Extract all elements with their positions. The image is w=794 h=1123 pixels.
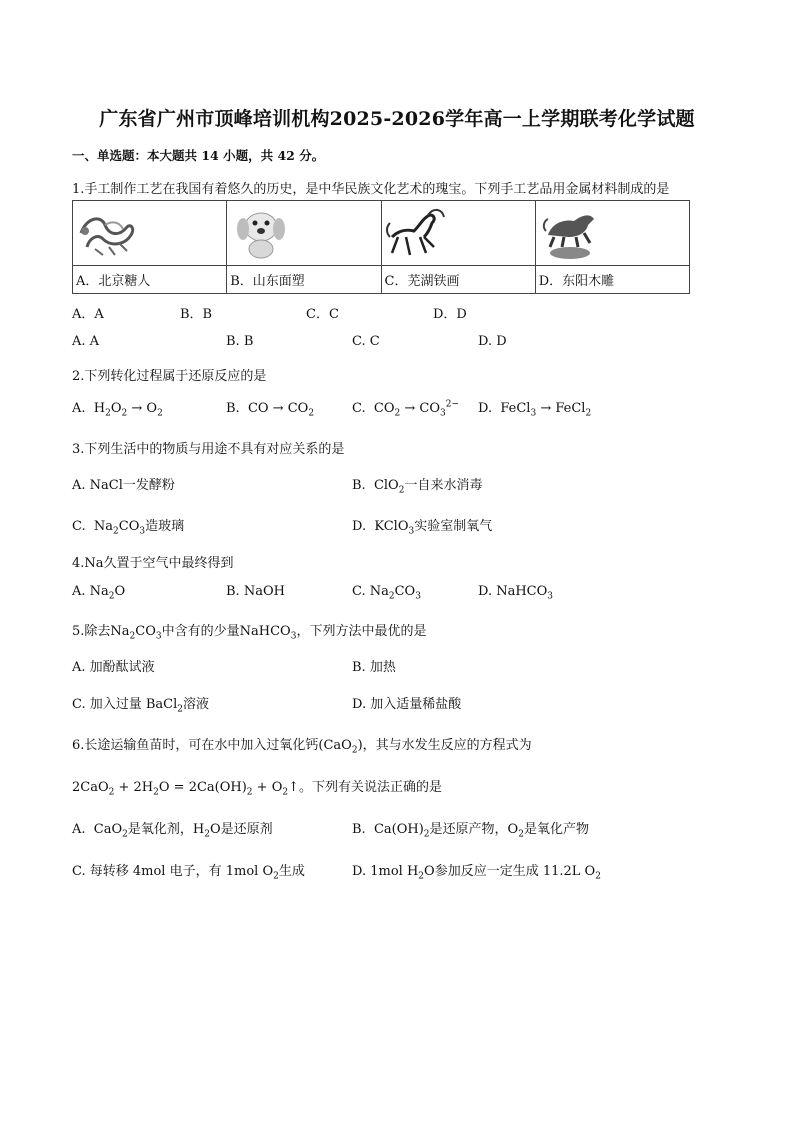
q2-option-c[interactable]: C. $CO_2 \to CO_3^{2-}$ [352,399,460,419]
q6-stem: 6.长途运输鱼苗时，可在水中加入过氧化钙(CaO$_2$)，其与水发生反应的方程式为 [72,738,532,756]
q6-equation-tail: 。下列有关说法正确的是 [299,780,443,795]
q1-crafts-table [72,200,690,294]
q6-option-a-tail: 是还原剂 [220,822,273,837]
q5-option-c[interactable]: C. 加入过量 BaCl$_2$溶液 [72,697,210,715]
q3-option-b[interactable]: B. ClO$_2$一自来水消毒 [352,478,483,496]
q1-option-c[interactable]: C．C [306,307,339,322]
q1-cell-b: B．山东面塑 [227,266,381,294]
q5-stem-part-2: 中含有的少量 [161,624,240,639]
q1-option-b[interactable]: B．B [180,307,213,322]
q6-option-c-head: C. 每转移 4mol 电子，有 1mol [72,864,259,879]
q1-option-d-alt[interactable]: D. D [478,334,507,349]
q1-cell-a-image [73,201,227,266]
q6-option-b[interactable]: B. $Ca(OH)_2$是还原产物，$O_2$是氧化产物 [352,822,589,840]
dragon-sugar-image [75,203,139,261]
q5-stem-part-1: 5.除去 [72,624,111,639]
q6-option-d-head: D. 1mol [352,864,403,879]
wood-carving-image [538,203,602,261]
q1-cell-c-image [381,201,535,266]
q6-option-a-mid: 是氧化剂， [127,822,193,837]
q2-stem: 2.下列转化过程属于还原反应的是 [72,369,267,384]
q1-cell-b-image [227,201,381,266]
q3-stem: 3.下列生活中的物质与用途不具有对应关系的是 [72,442,345,457]
q1-stem: 1.手工制作工艺在我国有着悠久的历史，是中华民族文化艺术的瑰宝。下列手工艺品用金属材料制成的是 [72,182,670,197]
q1-option-d[interactable]: D．D [433,307,467,322]
q1-option-a[interactable]: A．A [72,307,104,322]
q3-option-b-text: 一自来水消毒 [404,478,483,493]
q5-option-d[interactable]: D. 加入适量稀盐酸 [352,697,462,712]
q2-option-a[interactable]: A. $H_2O_2 \to O_2$ [72,401,163,419]
q3-option-d[interactable]: D. KClO$_3$实验室制氧气 [352,519,493,537]
q5-option-c-head: C. 加入过量 [72,697,142,712]
q5-option-a[interactable]: A. 加酚酞试液 [72,660,155,675]
q4-option-c[interactable]: C. $Na_2CO_3$ [352,584,421,602]
q5-option-b[interactable]: B. 加热 [352,660,396,675]
q1-option-b-alt[interactable]: B. B [226,334,254,349]
q1-option-a-alt[interactable]: A. A [72,334,100,349]
q1-cell-d-image [535,201,689,266]
q1-cell-a: A．北京糖人 [73,266,227,294]
q6-option-c-tail: 生成 [278,864,305,879]
q3-option-c-text: 造玻璃 [145,519,185,534]
q1-cell-d: D．东阳木雕 [535,266,689,294]
q3-option-a-text: 一发酵粉 [122,478,175,493]
q1-option-c-alt[interactable]: C. C [352,334,380,349]
q6-equation: $2CaO_2 + 2H_2O = 2Ca(OH)_2$ + $O_2↑$。下列有关说法正确的是 [72,780,443,798]
q5-stem-part-3: ，下列方法中最优的是 [296,624,427,639]
q6-option-b-tail: 是氧化产物 [523,822,589,837]
q2-option-b[interactable]: B. CO → $CO_2$ [226,401,315,419]
q4-option-d[interactable]: D. NaHCO$_3$ [478,584,554,602]
q6-option-c[interactable]: C. 每转移 4mol 电子，有 1mol $O_2$生成 [72,864,305,882]
page-title: 广东省广州市顶峰培训机构2025-2026学年高一上学期联考化学试题 [99,108,695,130]
q2-option-d[interactable]: D. FeCl$_3$ → FeCl$_2$ [478,401,592,419]
q5-option-c-tail: 溶液 [183,697,210,712]
q4-option-a[interactable]: A. $Na_2O$ [72,584,126,602]
q6-stem-part-2: )，其与水发生反应的方程式为 [357,738,532,753]
q6-option-d-mid: 参加反应一定生成 11.2L [434,864,581,879]
q3-option-c[interactable]: C. $Na_2CO_3$造玻璃 [72,519,185,537]
q5-stem: 5.除去$Na_2CO_3$中含有的少量NaHCO$_3$，下列方法中最优的是 [72,624,427,642]
q3-option-a[interactable]: A. NaCl一发酵粉 [72,478,175,493]
q1-cell-c: C．芜湖铁画 [381,266,535,294]
section-heading: 一、单选题：本大题共 14 小题，共 42 分。 [72,148,325,163]
q3-option-d-text: 实验室制氧气 [414,519,493,534]
q6-option-b-mid: 是还原产物， [429,822,508,837]
q6-stem-part-1: 6.长途运输鱼苗时，可在水中加入过氧化钙( [72,738,324,753]
q6-option-d[interactable]: D. 1mol $H_2O$参加反应一定生成 11.2L $O_2$ [352,864,601,882]
iron-horse-image [384,203,448,261]
q6-option-a[interactable]: A. CaO$_2$是氧化剂，$H_2O$是还原剂 [72,822,273,840]
q4-stem: 4.Na久置于空气中最终得到 [72,556,234,571]
dough-dog-image [229,203,293,261]
q4-option-b[interactable]: B. NaOH [226,584,285,599]
